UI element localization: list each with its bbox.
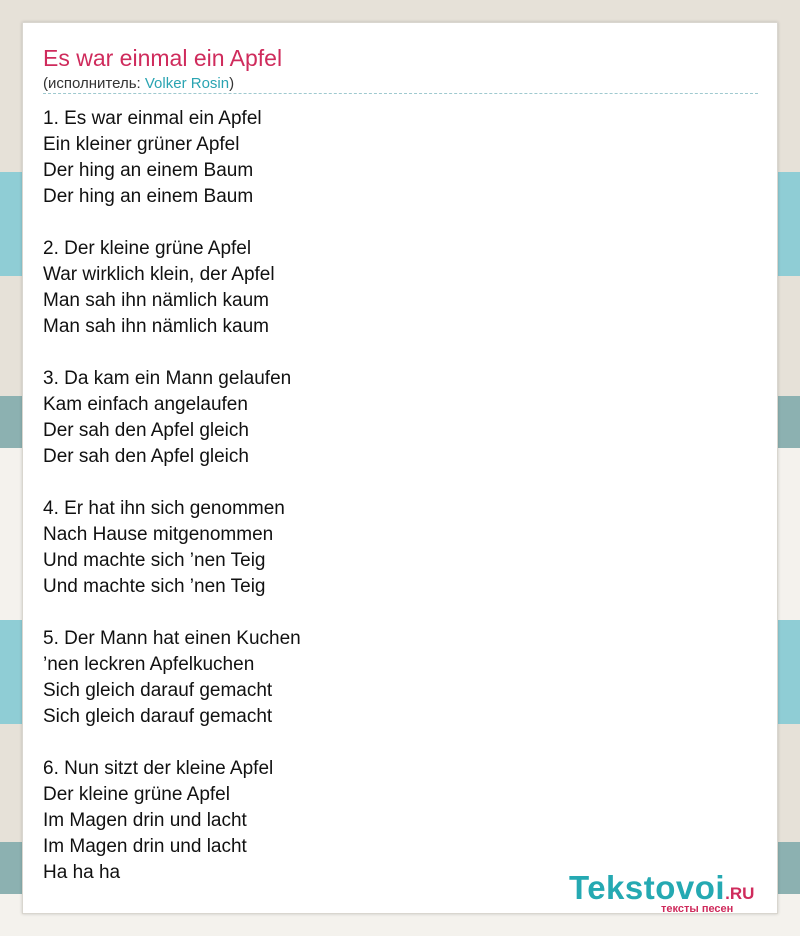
logo-tagline: тексты песен — [661, 903, 734, 915]
lyric-line: 5. Der Mann hat einen Kuchen — [43, 628, 301, 649]
stanza-1 — [43, 106, 743, 210]
lyric-line: ’nen leckren Apfelkuchen — [43, 654, 255, 675]
lyric-line: Im Magen drin und lacht — [43, 836, 247, 857]
lyric-line: Ein kleiner grüner Apfel — [43, 134, 240, 155]
lyric-line: 3. Da kam ein Mann gelaufen — [43, 368, 292, 389]
lyric-line: Der hing an einem Baum — [43, 160, 254, 181]
tekstovoi-logo[interactable] — [569, 869, 779, 915]
lyric-line: Der hing an einem Baum — [43, 186, 254, 207]
lyric-line: Sich gleich darauf gemacht — [43, 680, 273, 701]
lyric-line: Nach Hause mitgenommen — [43, 524, 274, 545]
lyric-line: War wirklich klein, der Apfel — [43, 264, 275, 285]
lyric-line: Kam einfach angelaufen — [43, 394, 248, 415]
lyric-line: Der kleine grüne Apfel — [43, 784, 230, 805]
logo-domain: .RU — [725, 884, 755, 903]
lyric-line: 6. Nun sitzt der kleine Apfel — [43, 758, 274, 779]
lyric-line: Man sah ihn nämlich kaum — [43, 290, 269, 311]
lyric-line: 4. Er hat ihn sich genommen — [43, 498, 285, 519]
lyric-line: Der sah den Apfel gleich — [43, 446, 249, 467]
lyric-line: Man sah ihn nämlich kaum — [43, 316, 269, 337]
artist-line — [43, 74, 234, 94]
lyric-line: Ha ha ha — [43, 862, 121, 883]
stanza-6 — [43, 756, 743, 886]
stanza-3 — [43, 366, 743, 470]
song-title: Es war einmal ein Apfel — [43, 45, 283, 71]
title-divider — [43, 93, 758, 94]
stanza-2 — [43, 236, 743, 340]
lyrics-card — [22, 22, 778, 914]
artist-suffix: ) — [229, 75, 235, 92]
artist-prefix: (исполнитель: — [43, 75, 145, 92]
lyric-line: Und machte sich ’nen Teig — [43, 576, 266, 597]
lyric-line: Der sah den Apfel gleich — [43, 420, 249, 441]
logo-name: Tekstovoi — [569, 869, 726, 906]
stanza-5 — [43, 626, 743, 730]
artist-link[interactable]: Volker Rosin — [144, 75, 230, 92]
lyrics-body — [43, 106, 743, 912]
lyric-line: Im Magen drin und lacht — [43, 810, 247, 831]
lyric-line: Und machte sich ’nen Teig — [43, 550, 266, 571]
lyric-line: 2. Der kleine grüne Apfel — [43, 238, 252, 259]
stanza-4 — [43, 496, 743, 600]
lyric-line: 1. Es war einmal ein Apfel — [43, 108, 262, 129]
lyric-line: Sich gleich darauf gemacht — [43, 706, 273, 727]
